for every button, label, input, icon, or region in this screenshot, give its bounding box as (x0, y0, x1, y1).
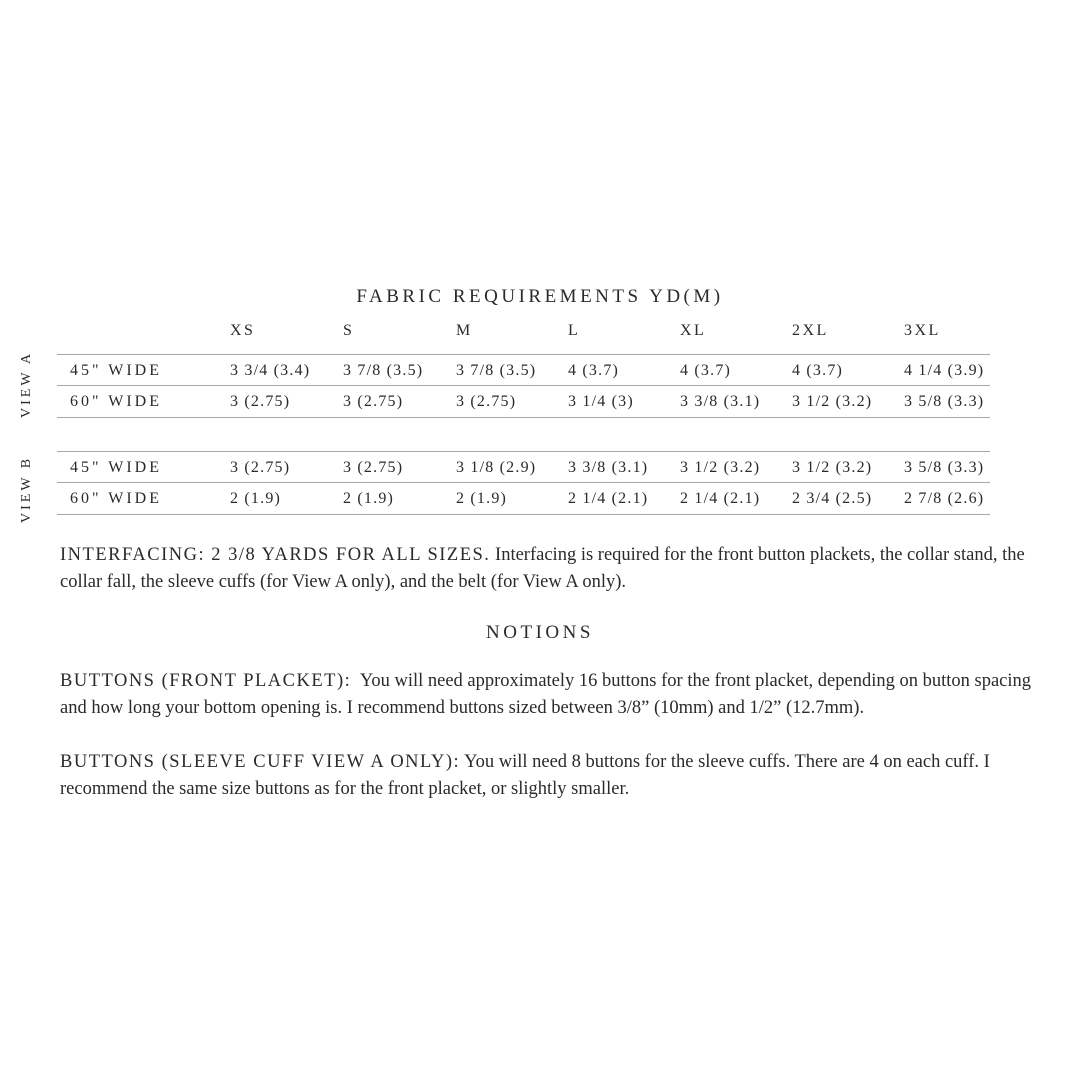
table-cell: 3 5/8 (3.3) (904, 393, 985, 410)
interfacing-label: INTERFACING: 2 3/8 YARDS FOR ALL SIZES. (60, 545, 491, 565)
row-label: 60" WIDE (70, 490, 162, 507)
interfacing-text: Interfacing is required for the front button plackets, the collar stand, the collar fall, the sleeve cuffs (for View A only), and the belt (for View A only). (60, 545, 1025, 592)
table-cell: 3 (2.75) (343, 459, 404, 476)
row-label: 45" WIDE (70, 459, 162, 476)
table-cell: 4 1/4 (3.9) (904, 362, 985, 379)
table-rule (57, 514, 990, 515)
table-cell: 3 7/8 (3.5) (343, 362, 424, 379)
table-rule (57, 354, 990, 355)
fabric-requirements-title: FABRIC REQUIREMENTS YD(M) (356, 286, 724, 307)
table-cell: 3 (2.75) (456, 393, 517, 410)
table-cell: 2 (1.9) (230, 490, 282, 507)
table-cell: 2 (1.9) (343, 490, 395, 507)
table-cell: 3 1/2 (3.2) (792, 459, 873, 476)
notions-title: NOTIONS (486, 622, 594, 643)
table-cell: 4 (3.7) (568, 362, 620, 379)
notion-label: BUTTONS (FRONT PLACKET): (60, 671, 352, 691)
table-cell: 3 3/8 (3.1) (568, 459, 649, 476)
notion-sleeve-cuff (60, 749, 1045, 803)
notion-front-placket (60, 668, 1045, 722)
table-rule (57, 451, 990, 452)
table-cell: 3 1/4 (3) (568, 393, 634, 410)
table-cell: 3 1/8 (2.9) (456, 459, 537, 476)
table-cell: 3 1/2 (3.2) (792, 393, 873, 410)
row-label: 45" WIDE (70, 362, 162, 379)
table-rule (57, 385, 990, 386)
size-header-m: M (456, 322, 473, 339)
table-cell: 4 (3.7) (792, 362, 844, 379)
size-header-s: S (343, 322, 355, 339)
table-cell: 2 3/4 (2.5) (792, 490, 873, 507)
notion-text: You will need approximately 16 buttons for the front placket, depending on button spacing and how long your bottom opening is. I recommend buttons sized between 3/8” (10mm) and 1/2” (12.7mm). (60, 671, 1036, 718)
size-header-3xl: 3XL (904, 322, 941, 339)
table-cell: 3 (2.75) (343, 393, 404, 410)
table-cell: 3 3/8 (3.1) (680, 393, 761, 410)
table-rule (57, 417, 990, 418)
view-a-label: VIEW A (19, 350, 34, 418)
table-cell: 3 (2.75) (230, 393, 291, 410)
size-header-l: L (568, 322, 581, 339)
notion-text: You will need 8 buttons for the sleeve cuffs. There are 4 on each cuff. I recommend the same size buttons as for the front placket, or slightly smaller. (60, 752, 990, 799)
table-cell: 2 1/4 (2.1) (680, 490, 761, 507)
table-cell: 4 (3.7) (680, 362, 732, 379)
interfacing-paragraph (60, 542, 1045, 596)
view-b-label: VIEW B (19, 455, 34, 523)
table-cell: 3 (2.75) (230, 459, 291, 476)
row-label: 60" WIDE (70, 393, 162, 410)
table-rule (57, 482, 990, 483)
table-cell: 3 7/8 (3.5) (456, 362, 537, 379)
size-header-xs: XS (230, 322, 256, 339)
table-cell: 3 1/2 (3.2) (680, 459, 761, 476)
table-cell: 3 5/8 (3.3) (904, 459, 985, 476)
table-cell: 2 (1.9) (456, 490, 508, 507)
table-cell: 2 7/8 (2.6) (904, 490, 985, 507)
table-cell: 3 3/4 (3.4) (230, 362, 311, 379)
size-header-2xl: 2XL (792, 322, 829, 339)
size-header-xl: XL (680, 322, 707, 339)
table-cell: 2 1/4 (2.1) (568, 490, 649, 507)
notion-label: BUTTONS (SLEEVE CUFF VIEW A ONLY): (60, 752, 461, 772)
